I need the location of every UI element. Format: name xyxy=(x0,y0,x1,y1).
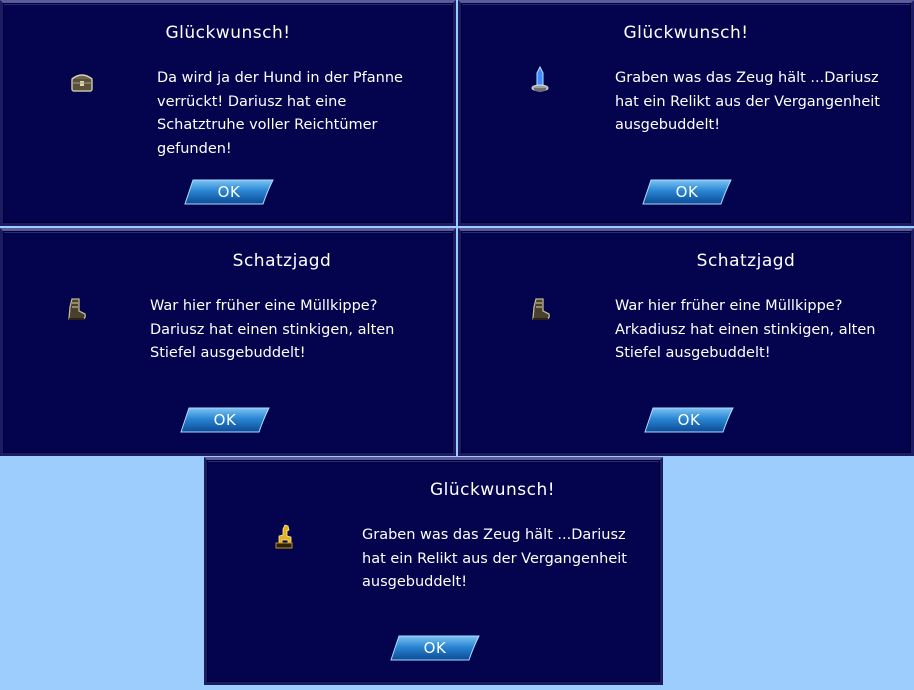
dialog-title: Glückwunsch! xyxy=(165,23,291,43)
dialog-message: War hier früher eine Müllkippe? Arkadiusz hat einen stinkigen, alten Stiefel ausgebuddelt! xyxy=(615,298,876,361)
dialog-message: Da wird ja der Hund in der Pfanne verrückt! Dariusz hat eine Schatztruhe voller Reichtümer gefunden! xyxy=(157,70,403,157)
ok-button-label: OK xyxy=(217,183,241,201)
treasure-chest-icon xyxy=(69,69,95,95)
dialog-title: Glückwunsch! xyxy=(623,23,749,43)
crystal-relic-icon xyxy=(527,65,553,91)
dialog-golden-horse xyxy=(204,457,663,685)
ok-button[interactable] xyxy=(183,179,275,205)
ok-button-label: OK xyxy=(677,411,701,429)
dialog-title: Schatzjagd xyxy=(232,251,332,271)
old-boot-icon xyxy=(527,297,553,323)
dialog-old-boot xyxy=(0,228,456,456)
dialog-crystal-relic xyxy=(458,0,914,226)
dialog-message: Graben was das Zeug hält ...Dariusz hat ein Relikt aus der Vergangenheit ausgebuddelt! xyxy=(615,70,880,133)
old-boot-icon xyxy=(63,297,89,323)
dialog-message: War hier früher eine Müllkippe? Dariusz hat einen stinkigen, alten Stiefel ausgebuddelt! xyxy=(150,298,395,361)
ok-button[interactable] xyxy=(389,635,481,661)
dialog-treasure-chest xyxy=(0,0,456,226)
ok-button-label: OK xyxy=(423,639,447,657)
ok-button-label: OK xyxy=(675,183,699,201)
dialog-title: Glückwunsch! xyxy=(429,480,556,500)
ok-button[interactable] xyxy=(643,407,735,433)
ok-button[interactable] xyxy=(641,179,733,205)
golden-horse-statue-icon xyxy=(271,522,297,548)
dialog-message: Graben was das Zeug hält ...Dariusz hat ein Relikt aus der Vergangenheit ausgebuddelt! xyxy=(362,527,627,590)
ok-button[interactable] xyxy=(179,407,271,433)
ok-button-label: OK xyxy=(213,411,237,429)
dialog-title: Schatzjagd xyxy=(696,251,796,271)
dialog-old-boot xyxy=(458,228,914,456)
